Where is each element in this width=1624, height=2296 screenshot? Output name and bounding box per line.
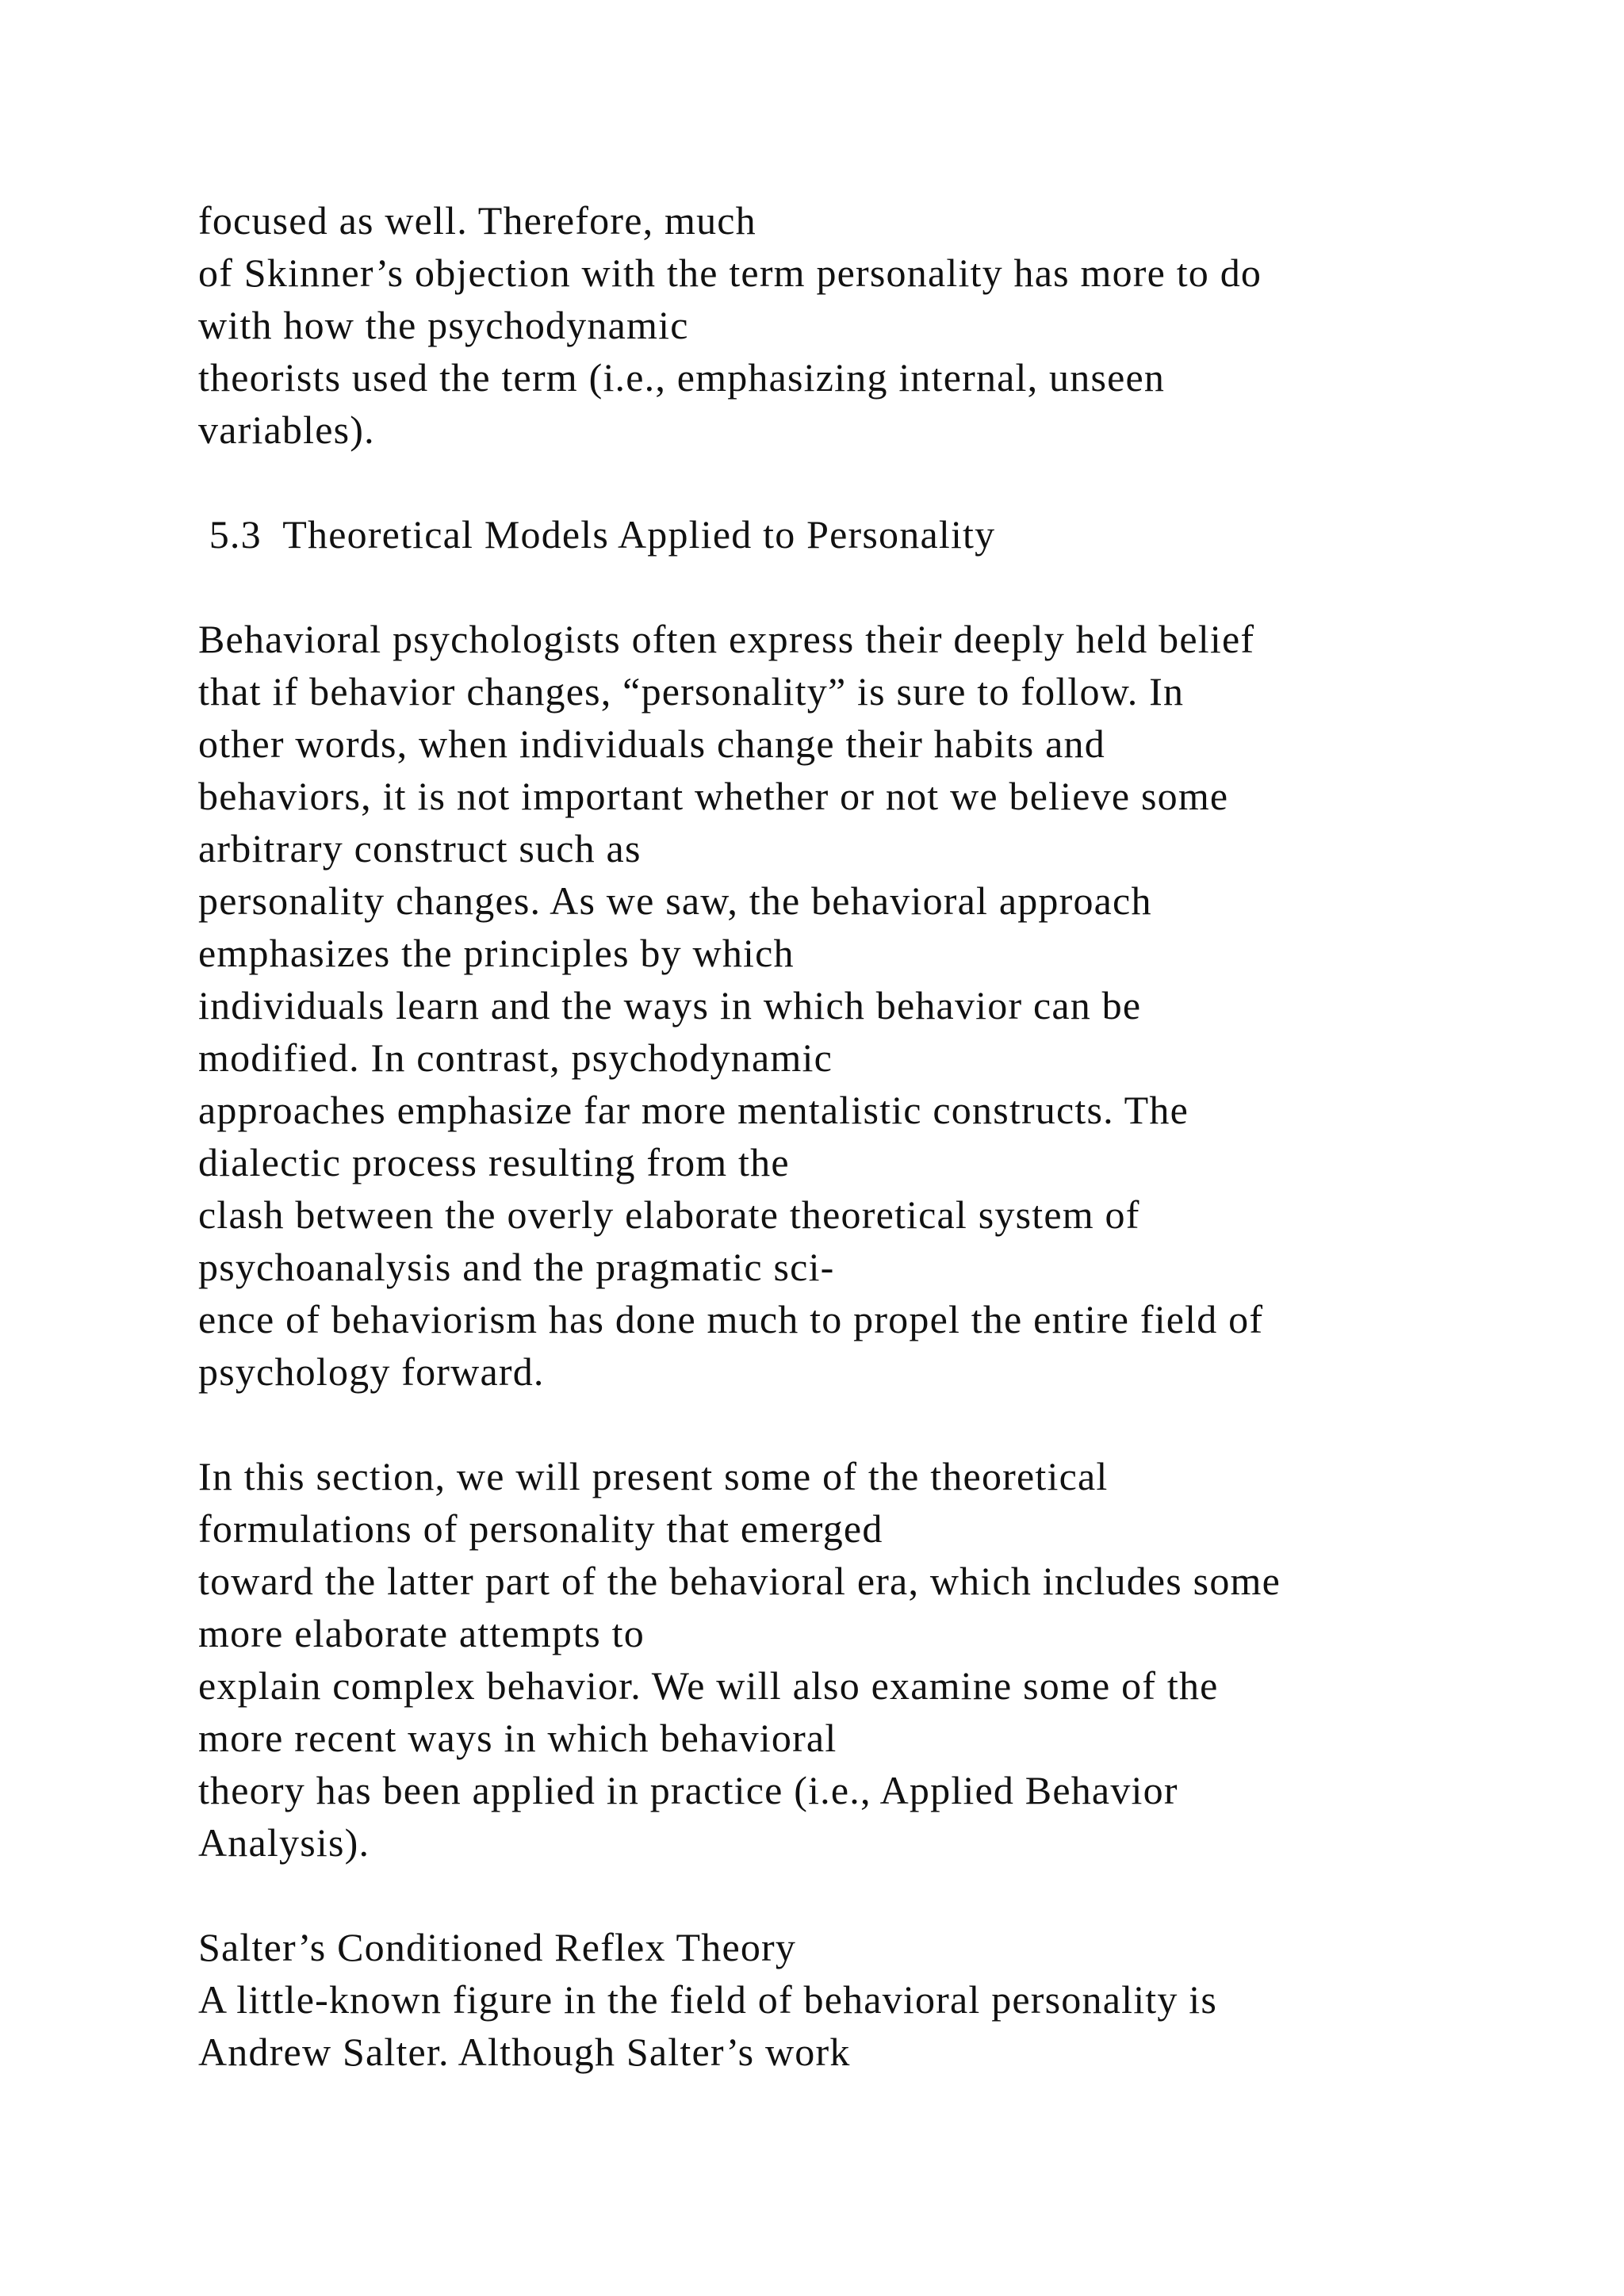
text-line: of Skinner’s objection with the term personality has more to do xyxy=(198,251,1262,295)
text-line: approaches emphasize far more mentalistic constructs. The xyxy=(198,1088,1189,1132)
text-line: clash between the overly elaborate theoretical system of xyxy=(198,1192,1140,1237)
text-line: A little-known figure in the field of behavioral personality is xyxy=(198,1977,1218,2022)
text-line: explain complex behavior. We will also examine some of the xyxy=(198,1663,1219,1708)
text-line: emphasizes the principles by which xyxy=(198,931,795,975)
paragraph-gap xyxy=(198,1869,1499,1921)
text-line: variables). xyxy=(198,408,375,452)
text-line: dialectic process resulting from the xyxy=(198,1140,790,1184)
text-line: Analysis). xyxy=(198,1820,370,1865)
text-line: psychology forward. xyxy=(198,1349,545,1394)
text-line: behaviors, it is not important whether or not we believe some xyxy=(198,774,1229,818)
paragraph-salter xyxy=(198,1973,1499,2078)
text-line: toward the latter part of the behavioral era, which includes some xyxy=(198,1559,1281,1603)
document-page xyxy=(198,194,1499,2078)
text-line: with how the psychodynamic xyxy=(198,303,689,347)
subheading: Salter’s Conditioned Reflex Theory xyxy=(198,1925,797,1969)
text-line: psychoanalysis and the pragmatic sci- xyxy=(198,1245,835,1289)
text-line: In this section, we will present some of the theoretical xyxy=(198,1454,1109,1498)
paragraph-gap xyxy=(198,1398,1499,1450)
text-line: ence of behaviorism has done much to propel the entire field of xyxy=(198,1297,1264,1341)
paragraph-section-overview xyxy=(198,1450,1499,1869)
text-line: theorists used the term (i.e., emphasizing internal, unseen xyxy=(198,355,1166,400)
text-line: arbitrary construct such as xyxy=(198,826,642,871)
text-line: more elaborate attempts to xyxy=(198,1611,645,1655)
text-line: personality changes. As we saw, the behavioral approach xyxy=(198,878,1152,923)
paragraph-continuation xyxy=(198,194,1499,456)
text-line: theory has been applied in practice (i.e., Applied Behavior xyxy=(198,1768,1178,1812)
text-line: that if behavior changes, “personality” is sure to follow. In xyxy=(198,669,1185,714)
text-line: modified. In contrast, psychodynamic xyxy=(198,1035,833,1080)
text-line: Andrew Salter. Although Salter’s work xyxy=(198,2030,851,2074)
text-line: more recent ways in which behavioral xyxy=(198,1716,837,1760)
text-line: formulations of personality that emerged xyxy=(198,1506,883,1551)
paragraph-behavioral-belief xyxy=(198,613,1499,1398)
paragraph-gap xyxy=(198,561,1499,613)
text-line: Behavioral psychologists often express their deeply held belief xyxy=(198,617,1255,661)
text-line: focused as well. Therefore, much xyxy=(198,198,756,243)
text-line: other words, when individuals change their habits and xyxy=(198,721,1105,766)
section-heading: 5.3 Theoretical Models Applied to Personality xyxy=(198,512,996,557)
text-line: individuals learn and the ways in which behavior can be xyxy=(198,983,1142,1027)
paragraph-gap xyxy=(198,456,1499,508)
